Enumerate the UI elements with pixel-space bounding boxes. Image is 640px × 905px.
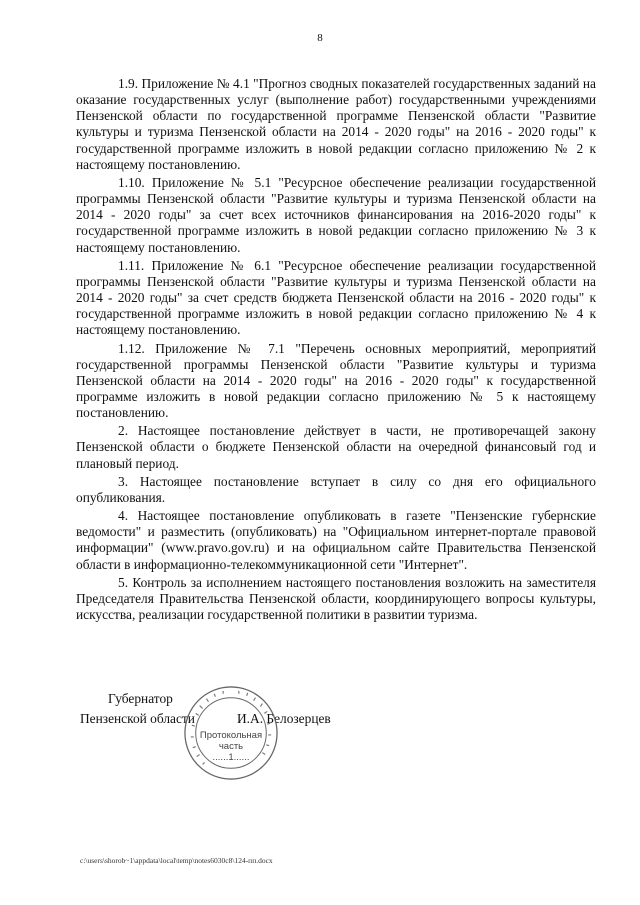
paragraph-1-10: 1.10. Приложение № 5.1 "Ресурсное обеспечение реализации государственной программы Пензенской области "Развитие культуры и туризма Пензенской области на 2014 - 2020 годы" за счет всех источников финансирования на 2016-2020 годы" к государственной программе изложить в новой редакции согласно приложению № 3 к настоящему постановлению. [76, 174, 596, 255]
paragraph-1-9: 1.9. Приложение № 4.1 "Прогноз сводных показателей государственных заданий на оказание государственных услуг (выполнение работ) государственными учреждениями Пензенской области по государственной программе Пензенской области "Развитие культуры и туризма Пензенской области на 2014 - 2020 годы" на 2016 - 2020 годы" к государственной программе изложить в новой редакции согласно приложению № 2 к настоящему постановлению. [76, 76, 596, 172]
stamp-line-2: часть [218, 741, 244, 752]
paragraph-1-11: 1.11. Приложение № 6.1 "Ресурсное обеспечение реализации государственной программы Пензенской области "Развитие культуры и туризма Пензенской области на 2014 - 2020 годы" за счет средств бюджета Пензенской области на 2016 - 2020 годы" к государственной программе изложить в новой редакции согласно приложению № 4 к настоящему постановлению. [76, 257, 596, 338]
stamp-line-3: ......1...... [212, 752, 250, 763]
paragraph-3: 3. Настоящее постановление вступает в силу со дня его официального опубликования. [76, 473, 596, 505]
document-body [76, 76, 596, 625]
signatory-title-line1: Губернатор [108, 691, 173, 706]
page-number: 8 [317, 32, 323, 44]
paragraph-1-12: 1.12. Приложение № 7.1 "Перечень основных мероприятий, мероприятий государственной программы Пензенской области "Развитие культуры и туризма Пензенской области на 2014 - 2020 годы" на 2016 - 2020 годы" к государственной программе изложить в новой редакции согласно приложению № 5 к настоящему постановлению. [76, 340, 596, 421]
stamp-line-1: Протокольная [199, 730, 263, 741]
paragraph-2: 2. Настоящее постановление действует в части, не противоречащей закону Пензенской области о бюджете Пензенской области на очередной финансовый год и плановый период. [76, 423, 596, 471]
stamp-label [182, 730, 280, 763]
paragraph-5: 5. Контроль за исполнением настоящего постановления возложить на заместителя Председателя Правительства Пензенской области, координирующего вопросы культуры, искусства, реализации государственной политики в развитии туризма. [76, 574, 596, 622]
footer-file-path: c:\users\shorob~1\appdata\local\temp\notes6030c8\124-пп.docx [80, 856, 273, 865]
paragraph-4: 4. Настоящее постановление опубликовать в газете "Пензенские губернские ведомости" и разместить (опубликовать) на "Официальном интернет-портале правовой информации" (www.pravo.gov.ru) и на официальном сайте Правительства Пензенской области в информационно-телекоммуникационной сети "Интернет". [76, 508, 596, 572]
signatory-name: И.А. Белозерцев [237, 711, 331, 726]
signatory-title-line2: Пензенской области [80, 711, 195, 726]
